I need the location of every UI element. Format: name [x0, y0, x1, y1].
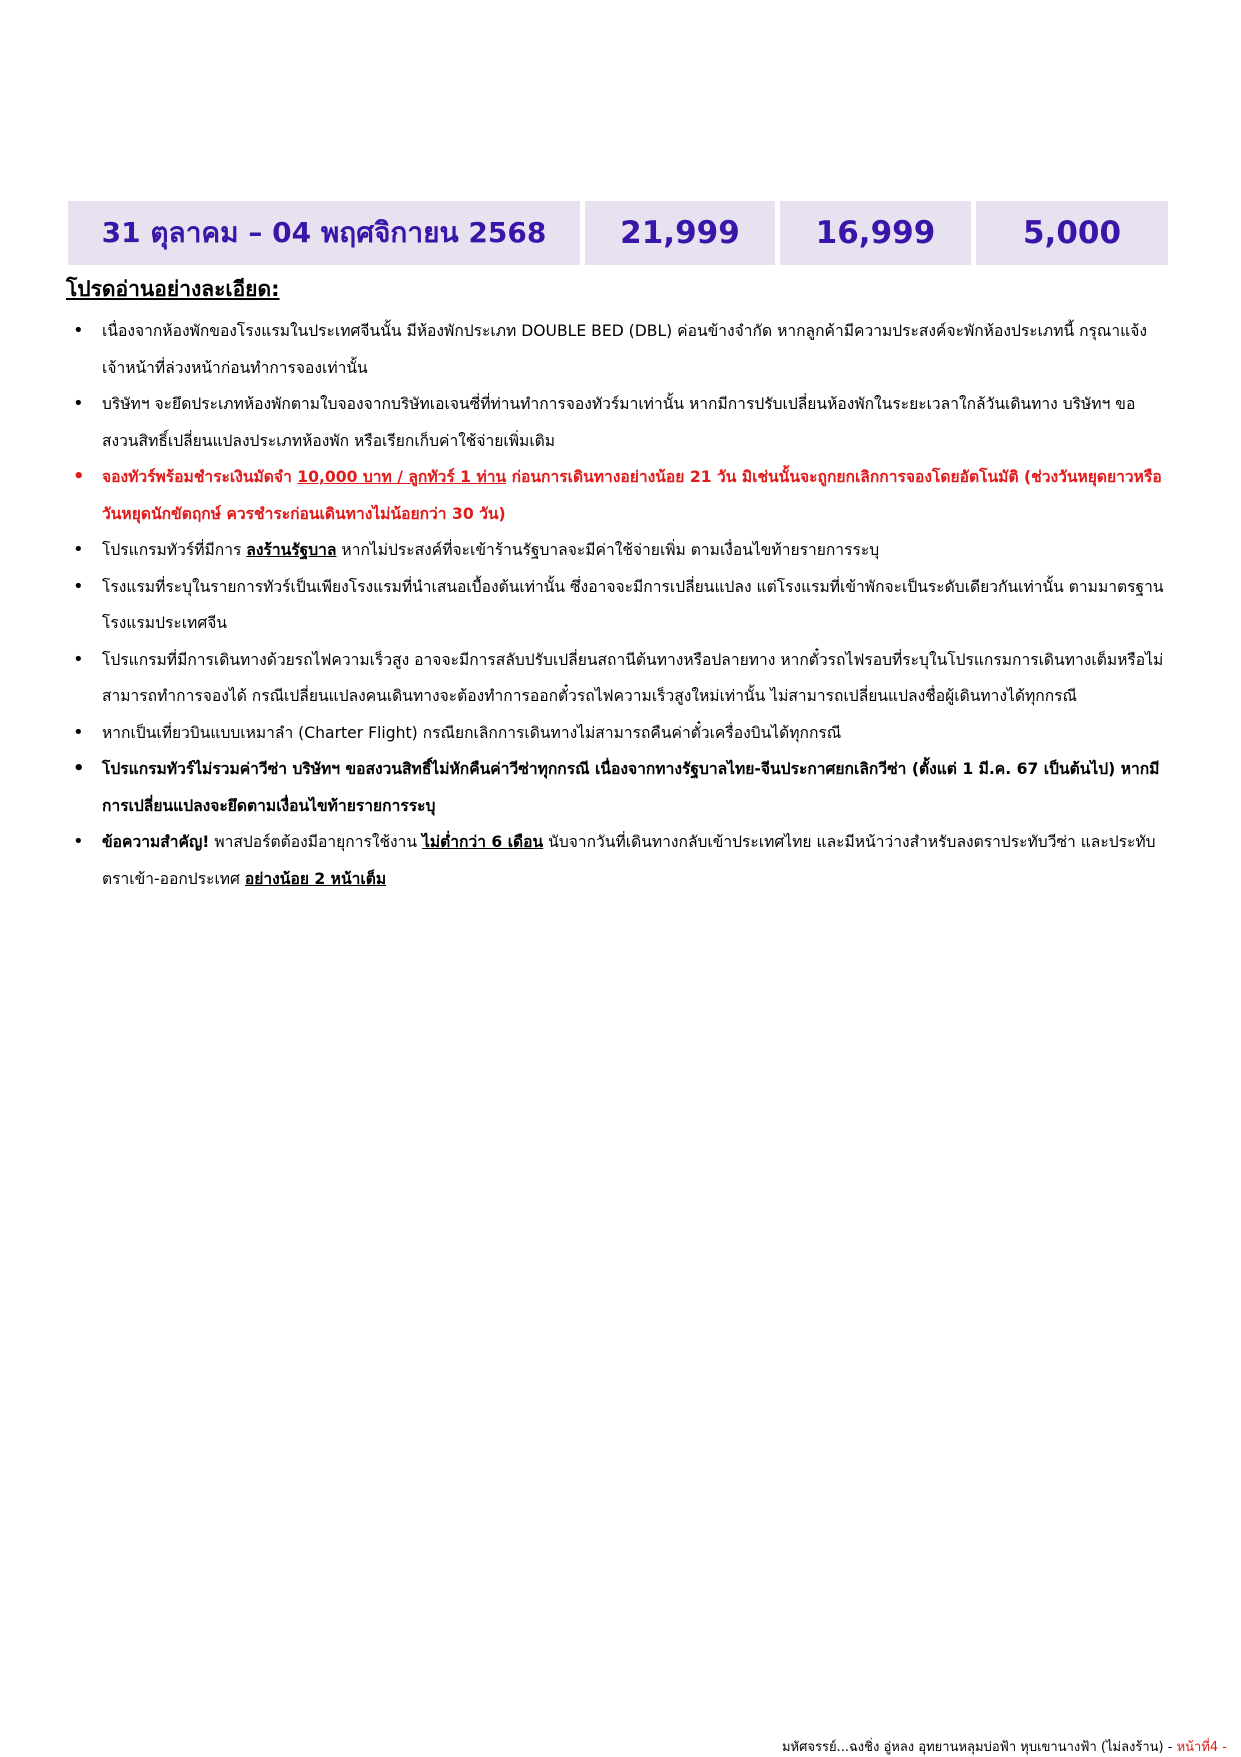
note-hotels: • โรงแรมที่ระบุในรายการทัวร์เป็นเพียงโรงแรมที่นำเสนอเบื้องต้นเท่านั้น ซึ่งอาจจะมีการเปลี่ยนแปลง แต่โรงแรมที่เข้าพักจะเป็นระดับเดียวกันเท่านั้น ตามมาตรฐานโรงแรมประเทศจีน: [70, 569, 1170, 642]
note-government-shop: [70, 532, 1170, 569]
note-shop-pre: โปรแกรมทัวร์ที่มีการ: [102, 541, 247, 559]
note-passport-important: ข้อความสำคัญ!: [102, 833, 210, 851]
travel-date-range: 31 ตุลาคม – 04 พฤศจิกายน 2568: [68, 201, 580, 265]
note-double-bed: • เนื่องจากห้องพักของโรงแรมในประเทศจีนนั้น มีห้องพักประเภท DOUBLE BED (DBL) ค่อนข้างจำกัด หากลูกค้ามีความประสงค์จะพักห้องประเภทนี้ กรุณาแจ้งเจ้าหน้าที่ล่วงหน้าก่อนทำการจองเท่านั้น: [70, 313, 1170, 386]
price-single-supplement: 5,000: [976, 201, 1168, 265]
note-charter-flight: • หากเป็นเที่ยวบินแบบเหมาลำ (Charter Flight) กรณียกเลิกการเดินทางไม่สามารถคืนค่าตั๋วเครื่องบินได้ทุกกรณี: [70, 715, 1170, 752]
note-shop-post: หากไม่ประสงค์ที่จะเข้าร้านรัฐบาลจะมีค่าใช้จ่ายเพิ่ม ตามเงื่อนไขท้ายรายการระบุ: [336, 541, 880, 559]
note-passport-pre: พาสปอร์ตต้องมีอายุการใช้งาน: [209, 833, 423, 851]
note-room-type: • บริษัทฯ จะยึดประเภทห้องพักตามใบจองจากบริษัทเอเจนซี่ที่ท่านทำการจองทัวร์มาเท่านั้น หากมีการปรับเปลี่ยนห้องพักในระยะเวลาใกล้วันเดินทาง บริษัทฯ ขอสงวนสิทธิ์เปลี่ยนแปลงประเภทห้องพัก หรือเรียกเก็บค่าใช้จ่ายเพิ่มเติม: [70, 386, 1170, 459]
note-deposit-pre: จองทัวร์พร้อมชำระเงินมัดจำ: [102, 468, 298, 486]
note-shop-highlight: ลงร้านรัฐบาล: [246, 541, 337, 559]
note-deposit-amount: 10,000 บาท / ลูกทัวร์ 1 ท่าน: [297, 468, 507, 486]
footer-page-number: หน้าที่4 -: [1176, 1740, 1227, 1755]
note-deposit-post: ก่อนการเดินทางอย่างน้อย 21 วัน มิเช่นนั้นจะถูกยกเลิกการจองโดยอัตโนมัติ (ช่วงวันหยุดยาวหรือวันหยุดนักขัตฤกษ์ ควรชำระก่อนเดินทางไม่น้อยกว่า 30 วัน): [102, 468, 1162, 523]
note-passport: [70, 824, 1170, 897]
note-passport-pages: อย่างน้อย 2 หน้าเต็ม: [244, 869, 387, 888]
note-passport-validity: ไม่ต่ำกว่า 6 เดือน: [422, 833, 544, 851]
note-high-speed-train: • โปรแกรมที่มีการเดินทางด้วยรถไฟความเร็วสูง อาจจะมีการสลับปรับเปลี่ยนสถานีต้นทางหรือปลายทาง หากตั๋วรถไฟรอบที่ระบุในโปรแกรมการเดินทางเต็มหรือไม่สามารถทำการจองได้ กรณีเปลี่ยนแปลงคนเดินทางจะต้องทำการออกตั๋วรถไฟความเร็วสูงใหม่เท่านั้น ไม่สามารถเปลี่ยนแปลงชื่อผู้เดินทางได้ทุกกรณี: [70, 642, 1170, 715]
note-deposit: [70, 459, 1170, 532]
price-adult: 21,999: [585, 201, 775, 265]
footer-title: มหัศจรรย์...ฉงชิ่ง อู่หลง อุทยานหลุมบ่อฟ้า หุบเขานางฟ้า (ไม่ลงร้าน) -: [781, 1740, 1177, 1755]
terms-list: [70, 313, 1170, 897]
price-row: [68, 201, 1172, 265]
note-visa: • โปรแกรมทัวร์ไม่รวมค่าวีซ่า บริษัทฯ ขอสงวนสิทธิ์ไม่หักคืนค่าวีซ่าทุกกรณี เนื่องจากทางรัฐบาลไทย-จีนประกาศยกเลิกวีซ่า (ตั้งแต่ 1 มี.ค. 67 เป็นต้นไป) หากมีการเปลี่ยนแปลงจะยึดตามเงื่อนไขท้ายรายการระบุ: [70, 751, 1170, 824]
section-heading: โปรดอ่านอย่างละเอียด:: [66, 277, 280, 301]
price-child: 16,999: [780, 201, 971, 265]
note-passport-mid: นับจากวันที่เดินทางกลับเข้าประเทศไทย และมีหน้าว่างสำหรับลงตราประทับวีซ่า และประทับตราเข้า-ออกประเทศ: [102, 833, 1156, 888]
